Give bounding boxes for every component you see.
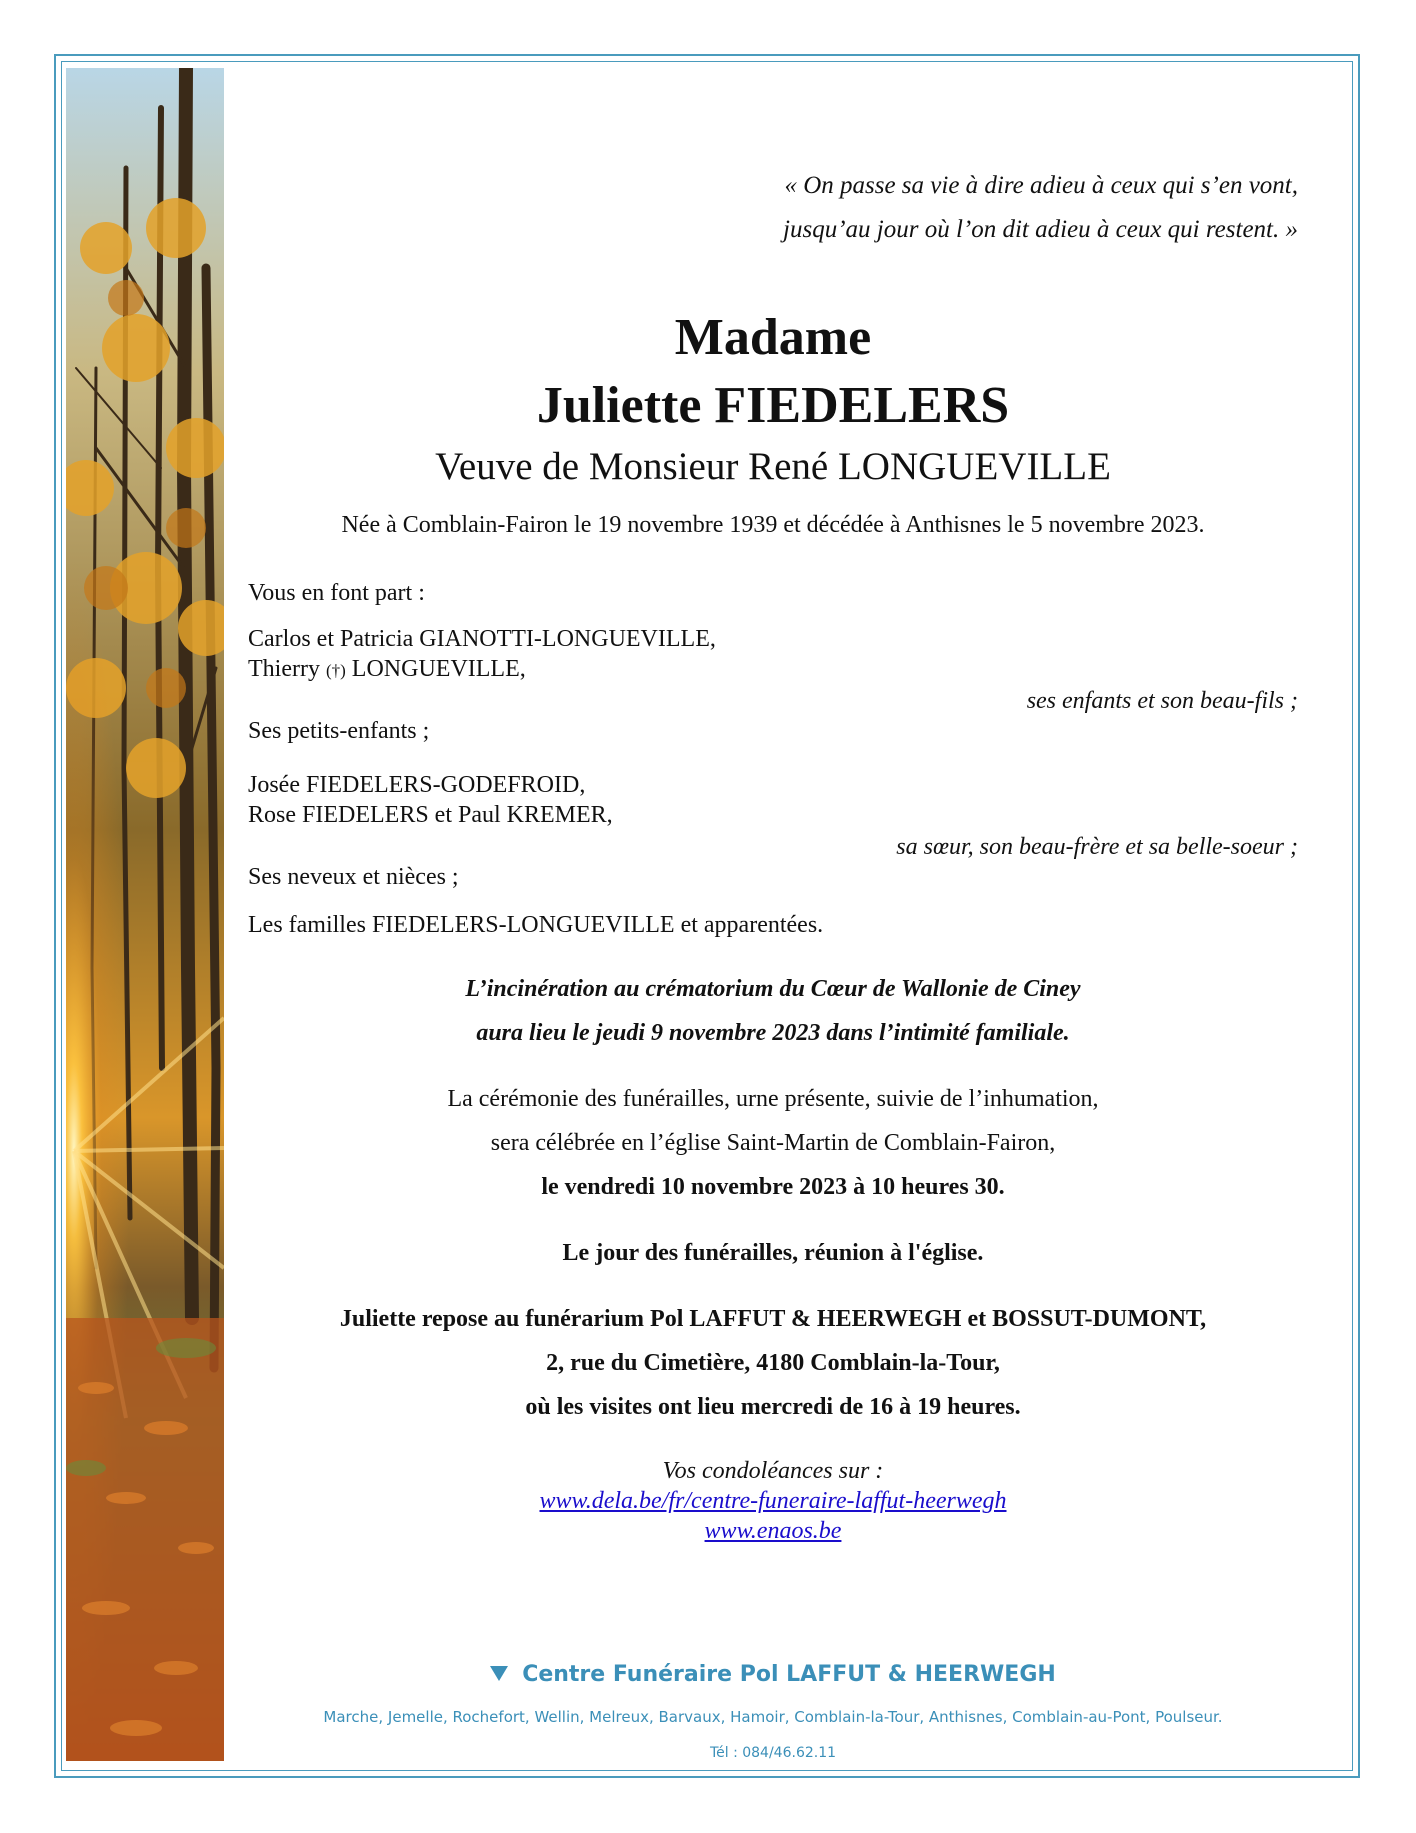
quote-line-1: « On passe sa vie à dire adieu à ceux qui s’en vont, bbox=[784, 172, 1298, 199]
triangle-down-icon bbox=[490, 1666, 508, 1681]
cremation-line-1: L’incinération au crématorium du Cœur de Wallonie de Ciney bbox=[465, 976, 1081, 1002]
ceremony-line-3: le vendredi 10 novembre 2023 à 10 heures 30. bbox=[541, 1174, 1005, 1200]
condolences-label: Vos condoléances sur : bbox=[662, 1458, 884, 1484]
family-intro: Vous en font part : bbox=[248, 580, 425, 606]
siblings-line-2: Rose FIEDELERS et Paul KREMER, bbox=[248, 802, 613, 828]
honorific: Madame bbox=[674, 309, 872, 366]
funeral-home-title: Centre Funéraire Pol LAFFUT & HEERWEGH bbox=[522, 1662, 1056, 1687]
widow-of: Veuve de Monsieur René LONGUEVILLE bbox=[435, 445, 1111, 488]
children-role: ses enfants et son beau-fils ; bbox=[1026, 688, 1298, 714]
funeral-home-locations: Marche, Jemelle, Rochefort, Wellin, Melreux, Barvaux, Hamoir, Comblain-la-Tour, Anthisnes, Comblain-au-Pont, Poulseur. bbox=[323, 1708, 1223, 1726]
children-line-1: Carlos et Patricia GIANOTTI-LONGUEVILLE, bbox=[248, 626, 716, 652]
notice-content bbox=[248, 0, 1298, 1833]
birth-death-dates: Née à Comblain-Fairon le 19 novembre 1939 et décédée à Anthisnes le 5 novembre 2023. bbox=[341, 512, 1205, 538]
ceremony-line-2: sera célébrée en l’église Saint-Martin de Comblain-Fairon, bbox=[490, 1130, 1056, 1156]
grandchildren: Ses petits-enfants ; bbox=[248, 718, 430, 744]
children-line-2-b: LONGUEVILLE, bbox=[345, 656, 526, 682]
cremation-line-2: aura lieu le jeudi 9 novembre 2023 dans l’intimité familiale. bbox=[476, 1020, 1070, 1046]
families: Les familles FIEDELERS-LONGUEVILLE et apparentées. bbox=[248, 912, 824, 938]
condolences-link-dela[interactable]: www.dela.be/fr/centre-funeraire-laffut-heerwegh bbox=[539, 1488, 1007, 1514]
dagger-mark: (†) bbox=[325, 661, 346, 680]
nephews: Ses neveux et nièces ; bbox=[248, 864, 459, 890]
quote-line-2: jusqu’au jour où l’on dit adieu à ceux qui restent. » bbox=[783, 216, 1298, 243]
children-line-2 bbox=[248, 654, 526, 686]
funeral-home-name bbox=[248, 1660, 1298, 1690]
siblings-role: sa sœur, son beau-frère et sa belle-soeur ; bbox=[896, 834, 1298, 860]
funeral-home-phone: Tél : 084/46.62.11 bbox=[709, 1745, 837, 1761]
repose-line-1: Juliette repose au funérarium Pol LAFFUT & HEERWEGH et BOSSUT-DUMONT, bbox=[339, 1306, 1207, 1332]
meeting-info: Le jour des funérailles, réunion à l'église. bbox=[562, 1240, 984, 1266]
repose-line-2: 2, rue du Cimetière, 4180 Comblain-la-Tour, bbox=[546, 1350, 1000, 1376]
deceased-name: Juliette FIEDELERS bbox=[536, 377, 1010, 434]
autumn-forest-image bbox=[66, 68, 224, 1761]
repose-line-3: où les visites ont lieu mercredi de 16 à 19 heures. bbox=[525, 1394, 1021, 1420]
ceremony-line-1: La cérémonie des funérailles, urne présente, suivie de l’inhumation, bbox=[447, 1086, 1099, 1112]
children-line-2-a: Thierry bbox=[248, 656, 326, 682]
condolences-link-enaos[interactable]: www.enaos.be bbox=[704, 1518, 842, 1544]
siblings-line-1: Josée FIEDELERS-GODEFROID, bbox=[248, 772, 586, 798]
